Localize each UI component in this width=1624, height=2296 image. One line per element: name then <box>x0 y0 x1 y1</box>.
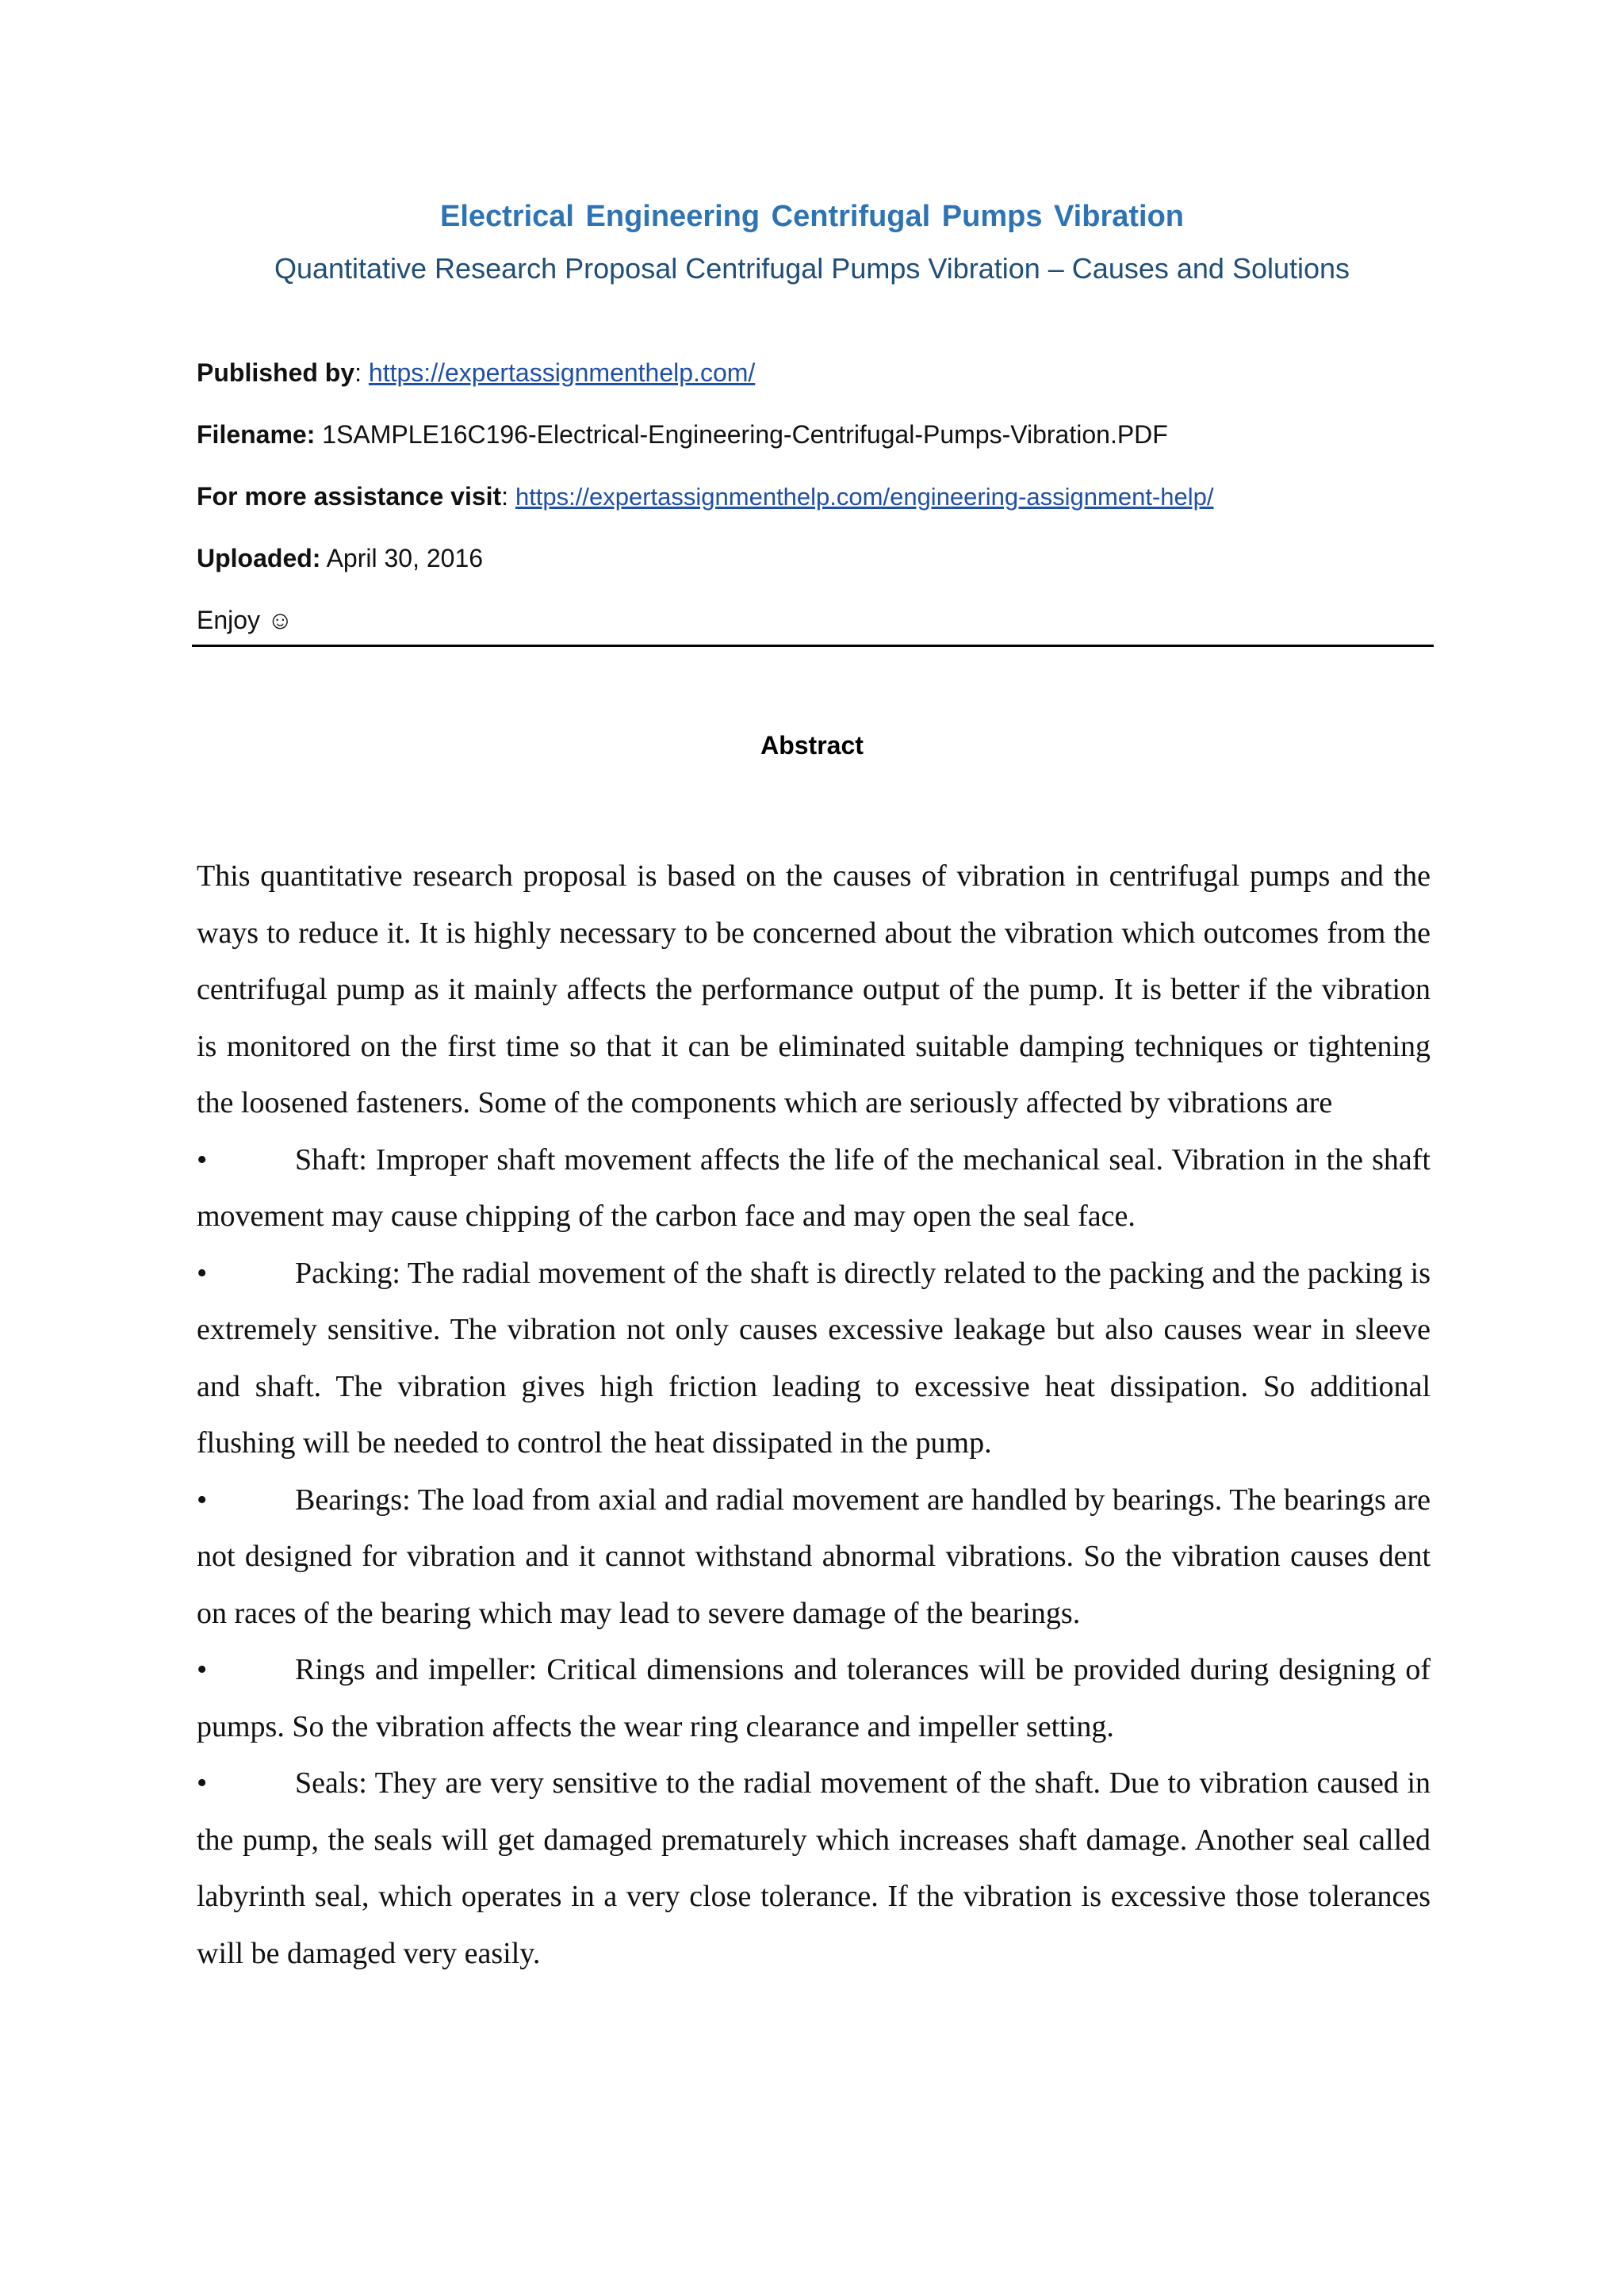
published-by-link[interactable]: https://expertassignmenthelp.com/ <box>368 358 756 387</box>
bullet-item-bearings <box>197 1472 1431 1643</box>
abstract-intro-paragraph: This quantitative research proposal is based on the causes of vibration in centrifugal pumps and the ways to reduce it. It is highly necessary to be concerned about the vibration which outcomes from the centrifugal pump as it mainly affects the performance output of the pump. It is better if the vibration is monitored on the first time so that it can be eliminated suitable damping techniques or tightening the loosened fasteners. Some of the components which are seriously affected by vibrations are <box>197 859 1431 1119</box>
uploaded-line <box>197 544 483 573</box>
assistance-line <box>197 482 1214 511</box>
bullet-marker: • <box>197 1483 208 1517</box>
filename-line <box>197 420 1168 450</box>
abstract-heading: Abstract <box>760 731 864 760</box>
filename-value: 1SAMPLE16C196-Electrical-Engineering-Centrifugal-Pumps-Vibration.PDF <box>315 420 1168 449</box>
bullet-item-shaft <box>197 1132 1431 1246</box>
enjoy-line: Enjoy ☺ <box>197 606 293 634</box>
published-by-line <box>197 358 755 388</box>
assistance-label: For more assistance visit <box>197 482 502 511</box>
bullet-item-rings-impeller <box>197 1642 1431 1755</box>
bullet-text: Bearings: The load from axial and radial movement are handled by bearings. The bearings are not designed for vibration and it cannot withstand abnormal vibrations. So the vibration causes dent on races of the bearing which may lead to severe damage of the bearings. <box>197 1483 1431 1630</box>
uploaded-label: Uploaded: <box>197 544 321 572</box>
filename-label: Filename: <box>197 420 316 449</box>
bullet-marker: • <box>197 1766 208 1800</box>
published-by-label: Published by <box>197 358 355 387</box>
document-title: Electrical Engineering Centrifugal Pumps Vibration <box>439 200 1185 233</box>
bullet-item-packing <box>197 1246 1431 1472</box>
bullet-text: Packing: The radial movement of the shaft is directly related to the packing and the packing is extremely sensitive. The vibration not only causes excessive leakage but also causes wear in sleeve and shaft. The vibration gives high friction leading to excessive heat dissipation. So additional flushing will be needed to control the heat dissipated in the pump. <box>197 1256 1431 1460</box>
assistance-link[interactable]: https://expertassignmenthelp.com/engineering-assignment-help/ <box>515 483 1214 511</box>
abstract-body <box>197 848 1431 1982</box>
published-by-separator: : <box>354 358 369 387</box>
bullet-marker: • <box>197 1653 208 1686</box>
bullet-marker: • <box>197 1256 208 1290</box>
bullet-text: Seals: They are very sensitive to the radial movement of the shaft. Due to vibration caused in the pump, the seals will get damaged prematurely which increases shaft damage. Another seal called labyrinth seal, which operates in a very close tolerance. If the vibration is excessive those tolerances will be damaged very easily. <box>197 1766 1431 1970</box>
document-subtitle: Quantitative Research Proposal Centrifugal Pumps Vibration – Causes and Solutions <box>274 252 1350 285</box>
header-divider <box>192 645 1434 647</box>
uploaded-value: April 30, 2016 <box>320 544 484 572</box>
bullet-marker: • <box>197 1142 208 1177</box>
bullet-item-seals <box>197 1755 1431 1982</box>
assistance-separator: : <box>501 482 515 511</box>
bullet-text: Shaft: Improper shaft movement affects the life of the mechanical seal. Vibration in the shaft movement may cause chipping of the carbon face and may open the seal face. <box>197 1142 1431 1233</box>
bullet-text: Rings and impeller: Critical dimensions and tolerances will be provided during designing of pumps. So the vibration affects the wear ring clearance and impeller setting. <box>197 1653 1431 1743</box>
